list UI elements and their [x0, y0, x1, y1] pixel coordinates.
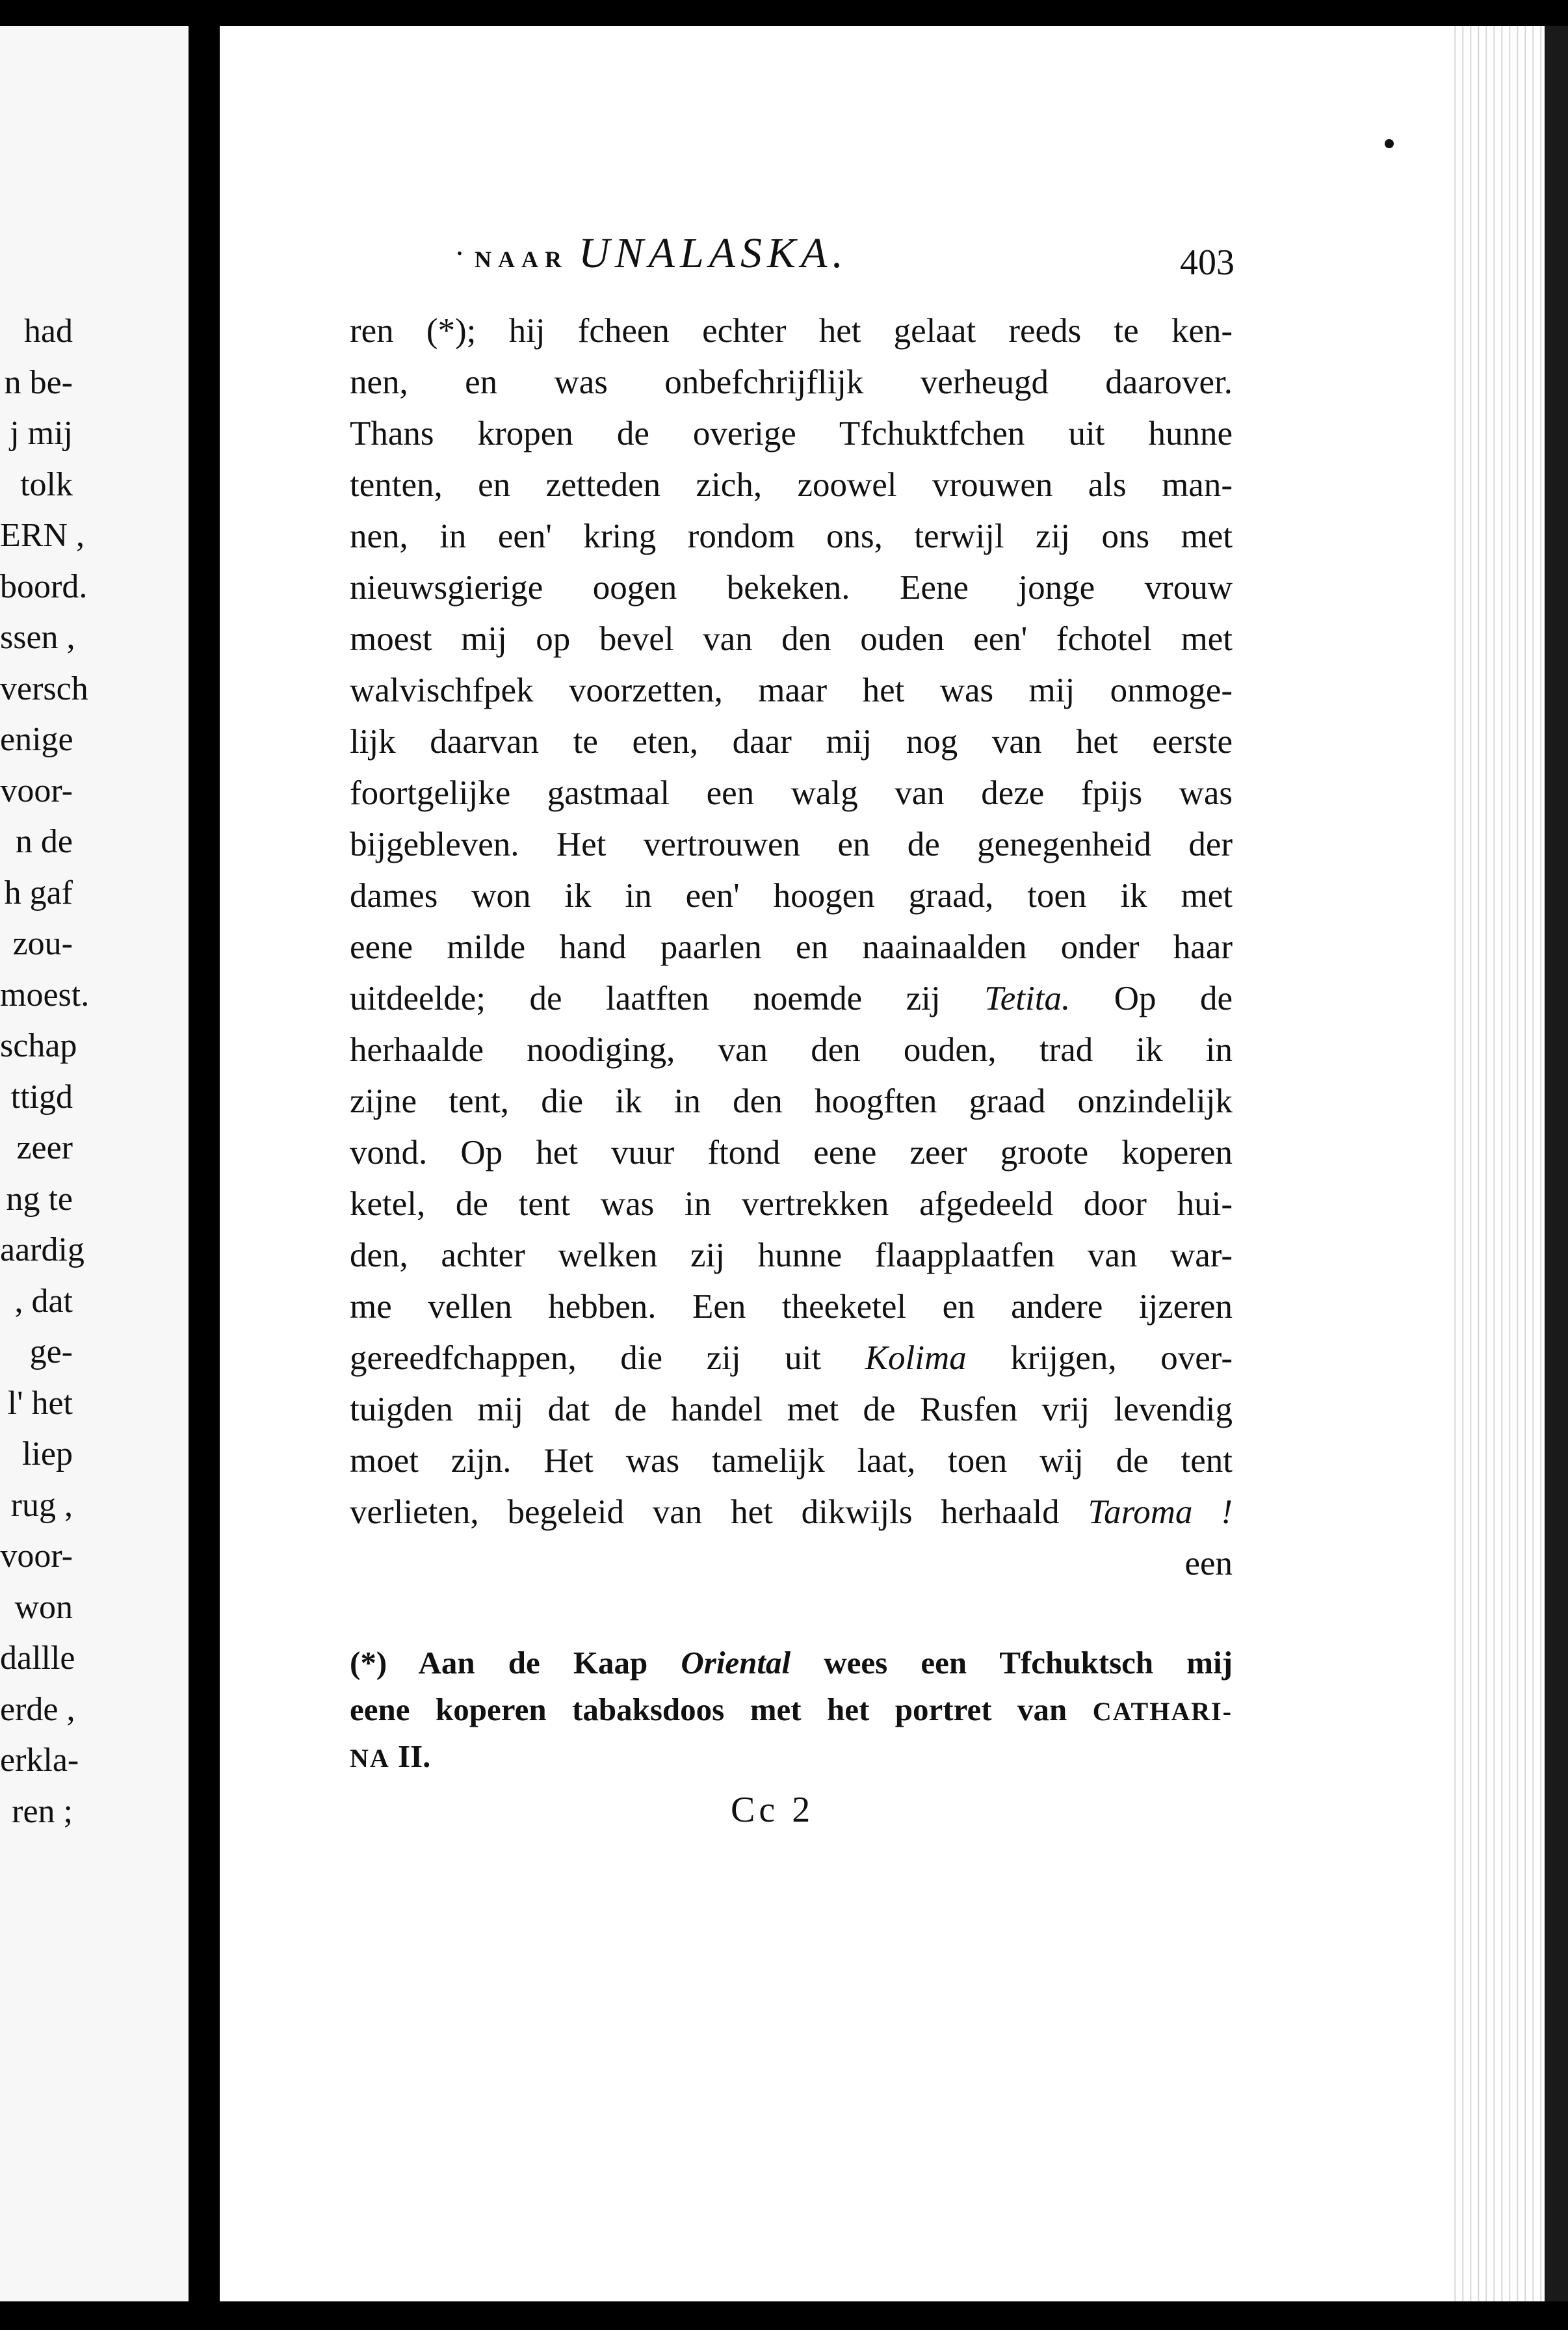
- running-header: [455, 229, 1235, 281]
- book-gutter: [189, 26, 220, 2301]
- scan-bottom-border: [0, 2301, 1568, 2330]
- left-page-fragment: h gaf: [4, 874, 73, 911]
- left-page-fragment: n de: [15, 823, 73, 860]
- text-fragment: uitdeelde; de laatften noemde zij: [350, 980, 941, 1017]
- text-line: ketel, de tent was in vertrekken afgedeeld door hui-: [350, 1185, 1233, 1223]
- text-line: [350, 1487, 1233, 1538]
- scan-top-border: [0, 0, 1568, 26]
- left-page-text: [0, 312, 90, 1843]
- header-title: [475, 229, 848, 278]
- text-line: herhaalde noodiging, van den ouden, trad ik in: [350, 1031, 1233, 1069]
- text-fragment: eene koperen tabaksdoos met het portret van: [350, 1692, 1067, 1727]
- footnote-line: [350, 1686, 1233, 1733]
- text-line: nen, en was onbefchrijflijk verheugd daarover.: [350, 363, 1233, 401]
- text-fragment: wees een Tfchuktsch mij: [824, 1645, 1233, 1681]
- text-line: Thans kropen de overige Tfchuktfchen uit hunne: [350, 415, 1233, 452]
- left-page-fragment: j mij: [10, 415, 73, 452]
- left-page-fragment: zeer: [16, 1129, 73, 1166]
- text-line: [350, 973, 1233, 1025]
- left-page-fragment: rug ,: [10, 1486, 73, 1524]
- text-fragment: krijgen, over-: [1010, 1339, 1233, 1377]
- footnote-line: [350, 1733, 1233, 1780]
- text-line: ren (*); hij fcheen echter het gelaat reeds te ken-: [350, 312, 1233, 350]
- text-fragment: gereedfchappen, die zij uit: [350, 1339, 822, 1377]
- left-page-fragment: ssen ,: [0, 619, 75, 656]
- left-page-fragment: won: [14, 1588, 73, 1626]
- ink-dot: [1385, 139, 1394, 148]
- header-naar: NAAR: [475, 246, 568, 272]
- left-page-edge: [0, 26, 189, 2301]
- left-page-fragment: l' het: [7, 1384, 73, 1422]
- text-line: walvischfpek voorzetten, maar het was mij onmoge-: [350, 672, 1233, 709]
- page-number: 403: [1180, 242, 1235, 283]
- footnote-line: [350, 1640, 1233, 1686]
- signature-mark: Cc 2: [731, 1790, 815, 1830]
- body-text: [350, 306, 1233, 1590]
- text-line: [350, 1333, 1233, 1384]
- text-line: vond. Op het vuur ftond eene zeer groote koperen: [350, 1134, 1233, 1172]
- left-page-fragment: ERN ,: [0, 517, 85, 554]
- left-page-fragment: dallle: [0, 1640, 75, 1677]
- smallcaps-word: NA: [350, 1744, 390, 1773]
- scan-right-border: [1545, 26, 1568, 2301]
- left-page-fragment: had: [23, 313, 73, 350]
- footnote: [350, 1640, 1233, 1780]
- text-line: dames won ik in een' hoogen graad, toen ik met: [350, 877, 1233, 915]
- left-page-fragment: ge-: [29, 1333, 73, 1370]
- left-page-fragment: tolk: [20, 465, 73, 503]
- left-page-fragment: versch: [0, 670, 88, 707]
- text-line: moet zijn. Het was tamelijk laat, toen wij de tent: [350, 1442, 1233, 1480]
- left-page-fragment: erkla-: [0, 1742, 79, 1779]
- text-line: foortgelijke gastmaal een walg van deze fpijs was: [350, 774, 1233, 812]
- left-page-fragment: voor-: [0, 772, 73, 809]
- text-line: bijgebleven. Het vertrouwen en de genegenheid der: [350, 826, 1233, 863]
- text-fragment: verlieten, begeleid van het dikwijls herhaald: [350, 1493, 1060, 1531]
- italic-word: Oriental: [681, 1645, 791, 1681]
- left-page-fragment: ttigd: [10, 1078, 73, 1116]
- left-page-fragment: voor-: [0, 1538, 73, 1575]
- text-line: nen, in een' kring rondom ons, terwijl zij ons met: [350, 517, 1233, 555]
- left-page-fragment: schap: [0, 1027, 77, 1064]
- text-line: tuigden mij dat de handel met de Rusfen vrij levendig: [350, 1391, 1233, 1428]
- header-unalaska: UNALASKA.: [579, 229, 848, 277]
- text-line: tenten, en zetteden zich, zoowel vrouwen als man-: [350, 466, 1233, 504]
- left-page-fragment: zou-: [12, 925, 73, 962]
- left-page-fragment: boord.: [0, 568, 88, 605]
- left-page-fragment: ren ;: [12, 1792, 73, 1830]
- text-line: zijne tent, die ik in den hoogften graad onzindelijk: [350, 1082, 1233, 1120]
- text-line: lijk daarvan te eten, daar mij nog van het eerste: [350, 723, 1233, 761]
- header-dot: .: [455, 229, 464, 262]
- text-line: eene milde hand paarlen en naainaalden onder haar: [350, 928, 1233, 966]
- text-line: den, achter welken zij hunne flaapplaatfen van war-: [350, 1237, 1233, 1274]
- text-line: nieuwsgierige oogen bekeken. Eene jonge vrouw: [350, 569, 1233, 607]
- text-fragment: (*) Aan de Kaap: [350, 1645, 648, 1681]
- italic-word: Kolima: [865, 1339, 967, 1377]
- italic-word: Tetita.: [984, 980, 1071, 1017]
- catchword: een: [1184, 1545, 1233, 1582]
- italic-word: Taroma !: [1088, 1493, 1233, 1531]
- text-fragment: II.: [398, 1738, 431, 1774]
- text-line: me vellen hebben. Een theeketel en andere ijzeren: [350, 1288, 1233, 1326]
- smallcaps-word: CATHARI-: [1092, 1697, 1233, 1726]
- text-line: moest mij op bevel van den ouden een' fchotel met: [350, 620, 1233, 658]
- left-page-fragment: aardig: [0, 1231, 85, 1268]
- left-page-fragment: enige: [0, 721, 73, 758]
- left-page-fragment: , dat: [14, 1282, 73, 1320]
- text-fragment: Op de: [1114, 980, 1233, 1017]
- left-page-fragment: liep: [22, 1435, 73, 1473]
- left-page-fragment: n be-: [4, 363, 73, 401]
- left-page-fragment: erde ,: [0, 1690, 75, 1728]
- left-page-fragment: ng te: [6, 1180, 73, 1218]
- left-page-fragment: moest.: [0, 976, 90, 1014]
